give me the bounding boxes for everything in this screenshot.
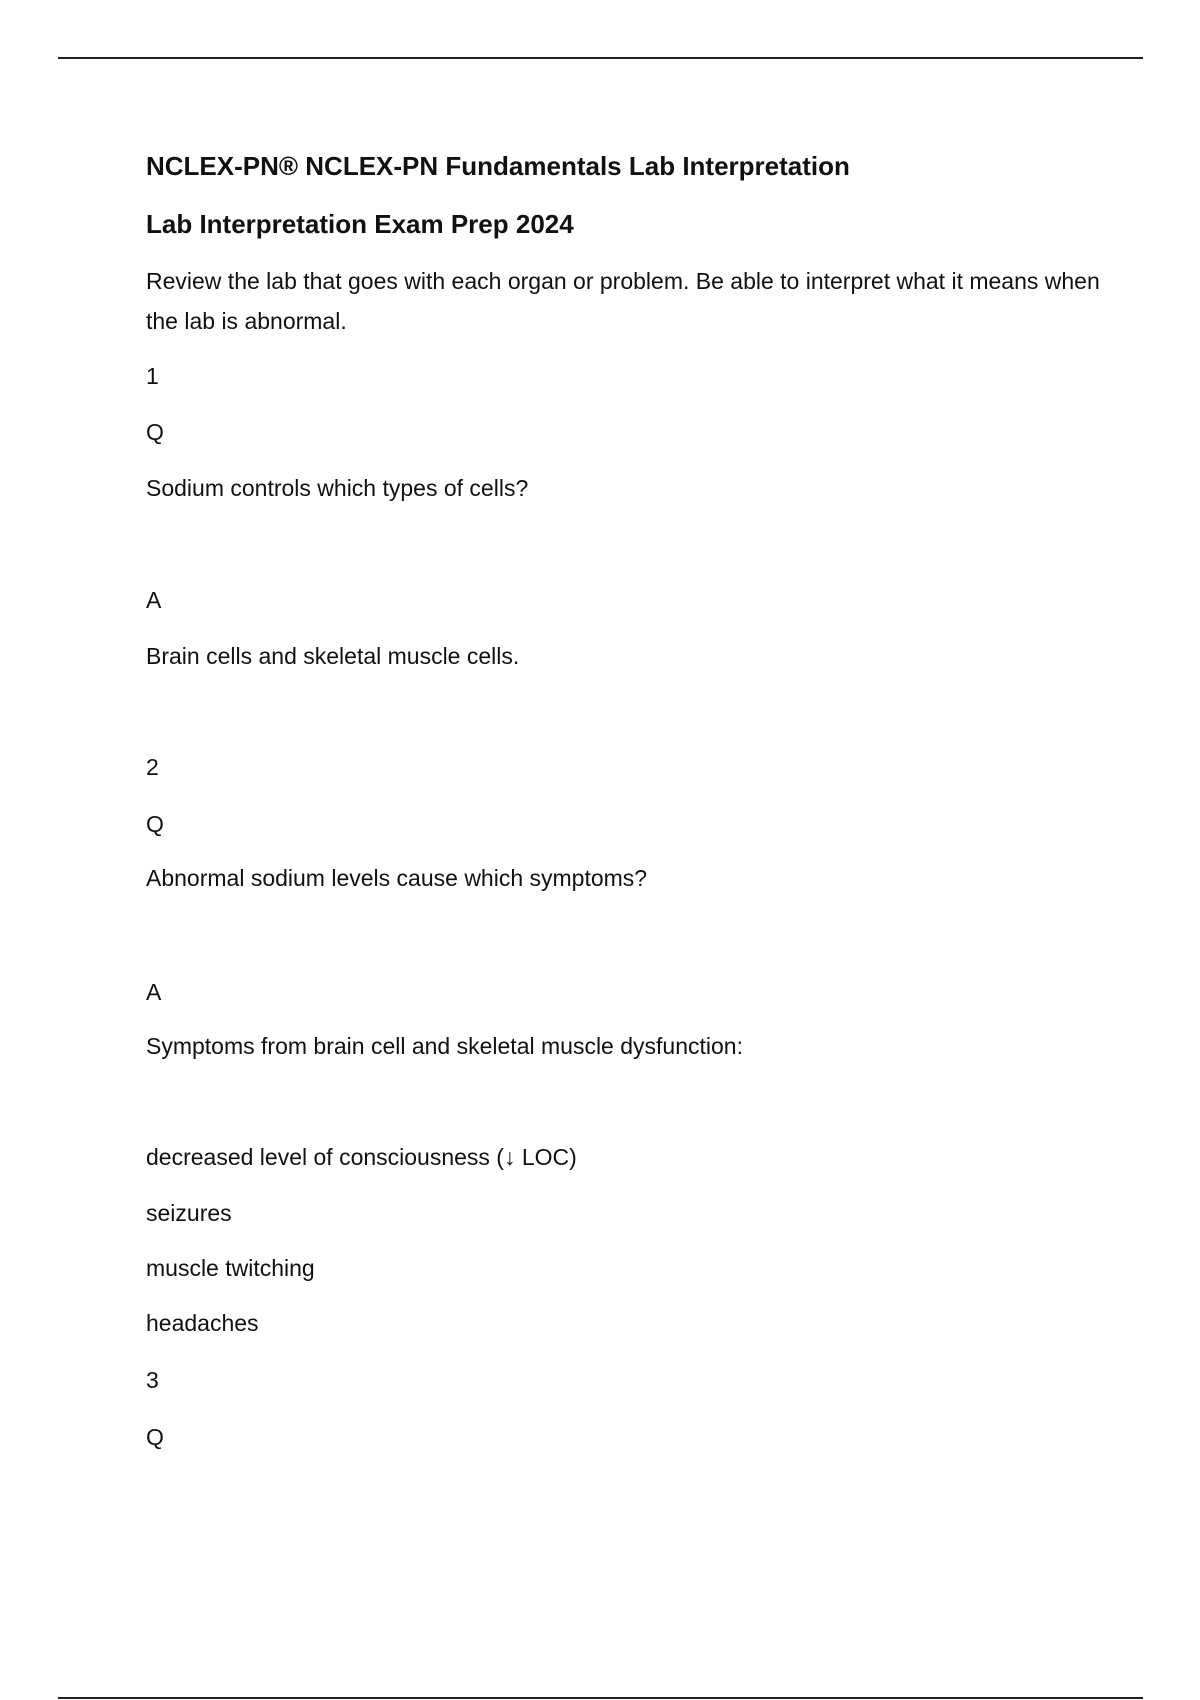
question-label: Q (146, 811, 164, 837)
intro-paragraph: Review the lab that goes with each organ or problem. Be able to interpret what it means when the lab is abnormal. (146, 268, 1100, 334)
symptom-list-item: muscle twitching (146, 1255, 315, 1281)
top-rule (58, 57, 1143, 59)
bottom-rule (58, 1697, 1143, 1699)
question-label: Q (146, 1424, 164, 1450)
symptom-list-item: headaches (146, 1310, 259, 1336)
item-number: 3 (146, 1367, 159, 1393)
question-text: Abnormal sodium levels cause which symptoms? (146, 865, 648, 891)
question-text: Sodium controls which types of cells? (146, 475, 529, 501)
answer-text: Symptoms from brain cell and skeletal muscle dysfunction: (146, 1033, 743, 1059)
answer-text: Brain cells and skeletal muscle cells. (146, 643, 520, 669)
symptom-list-item: decreased level of consciousness (↓ LOC) (146, 1144, 577, 1170)
document-title-line-2: Lab Interpretation Exam Prep 2024 (146, 209, 574, 239)
answer-label: A (146, 979, 162, 1005)
symptom-list-item: seizures (146, 1200, 232, 1226)
item-number: 1 (146, 363, 159, 389)
answer-label: A (146, 587, 162, 613)
document-title-line-1: NCLEX-PN® NCLEX-PN Fundamentals Lab Interpretation (146, 151, 850, 181)
item-number: 2 (146, 754, 159, 780)
question-label: Q (146, 419, 164, 445)
